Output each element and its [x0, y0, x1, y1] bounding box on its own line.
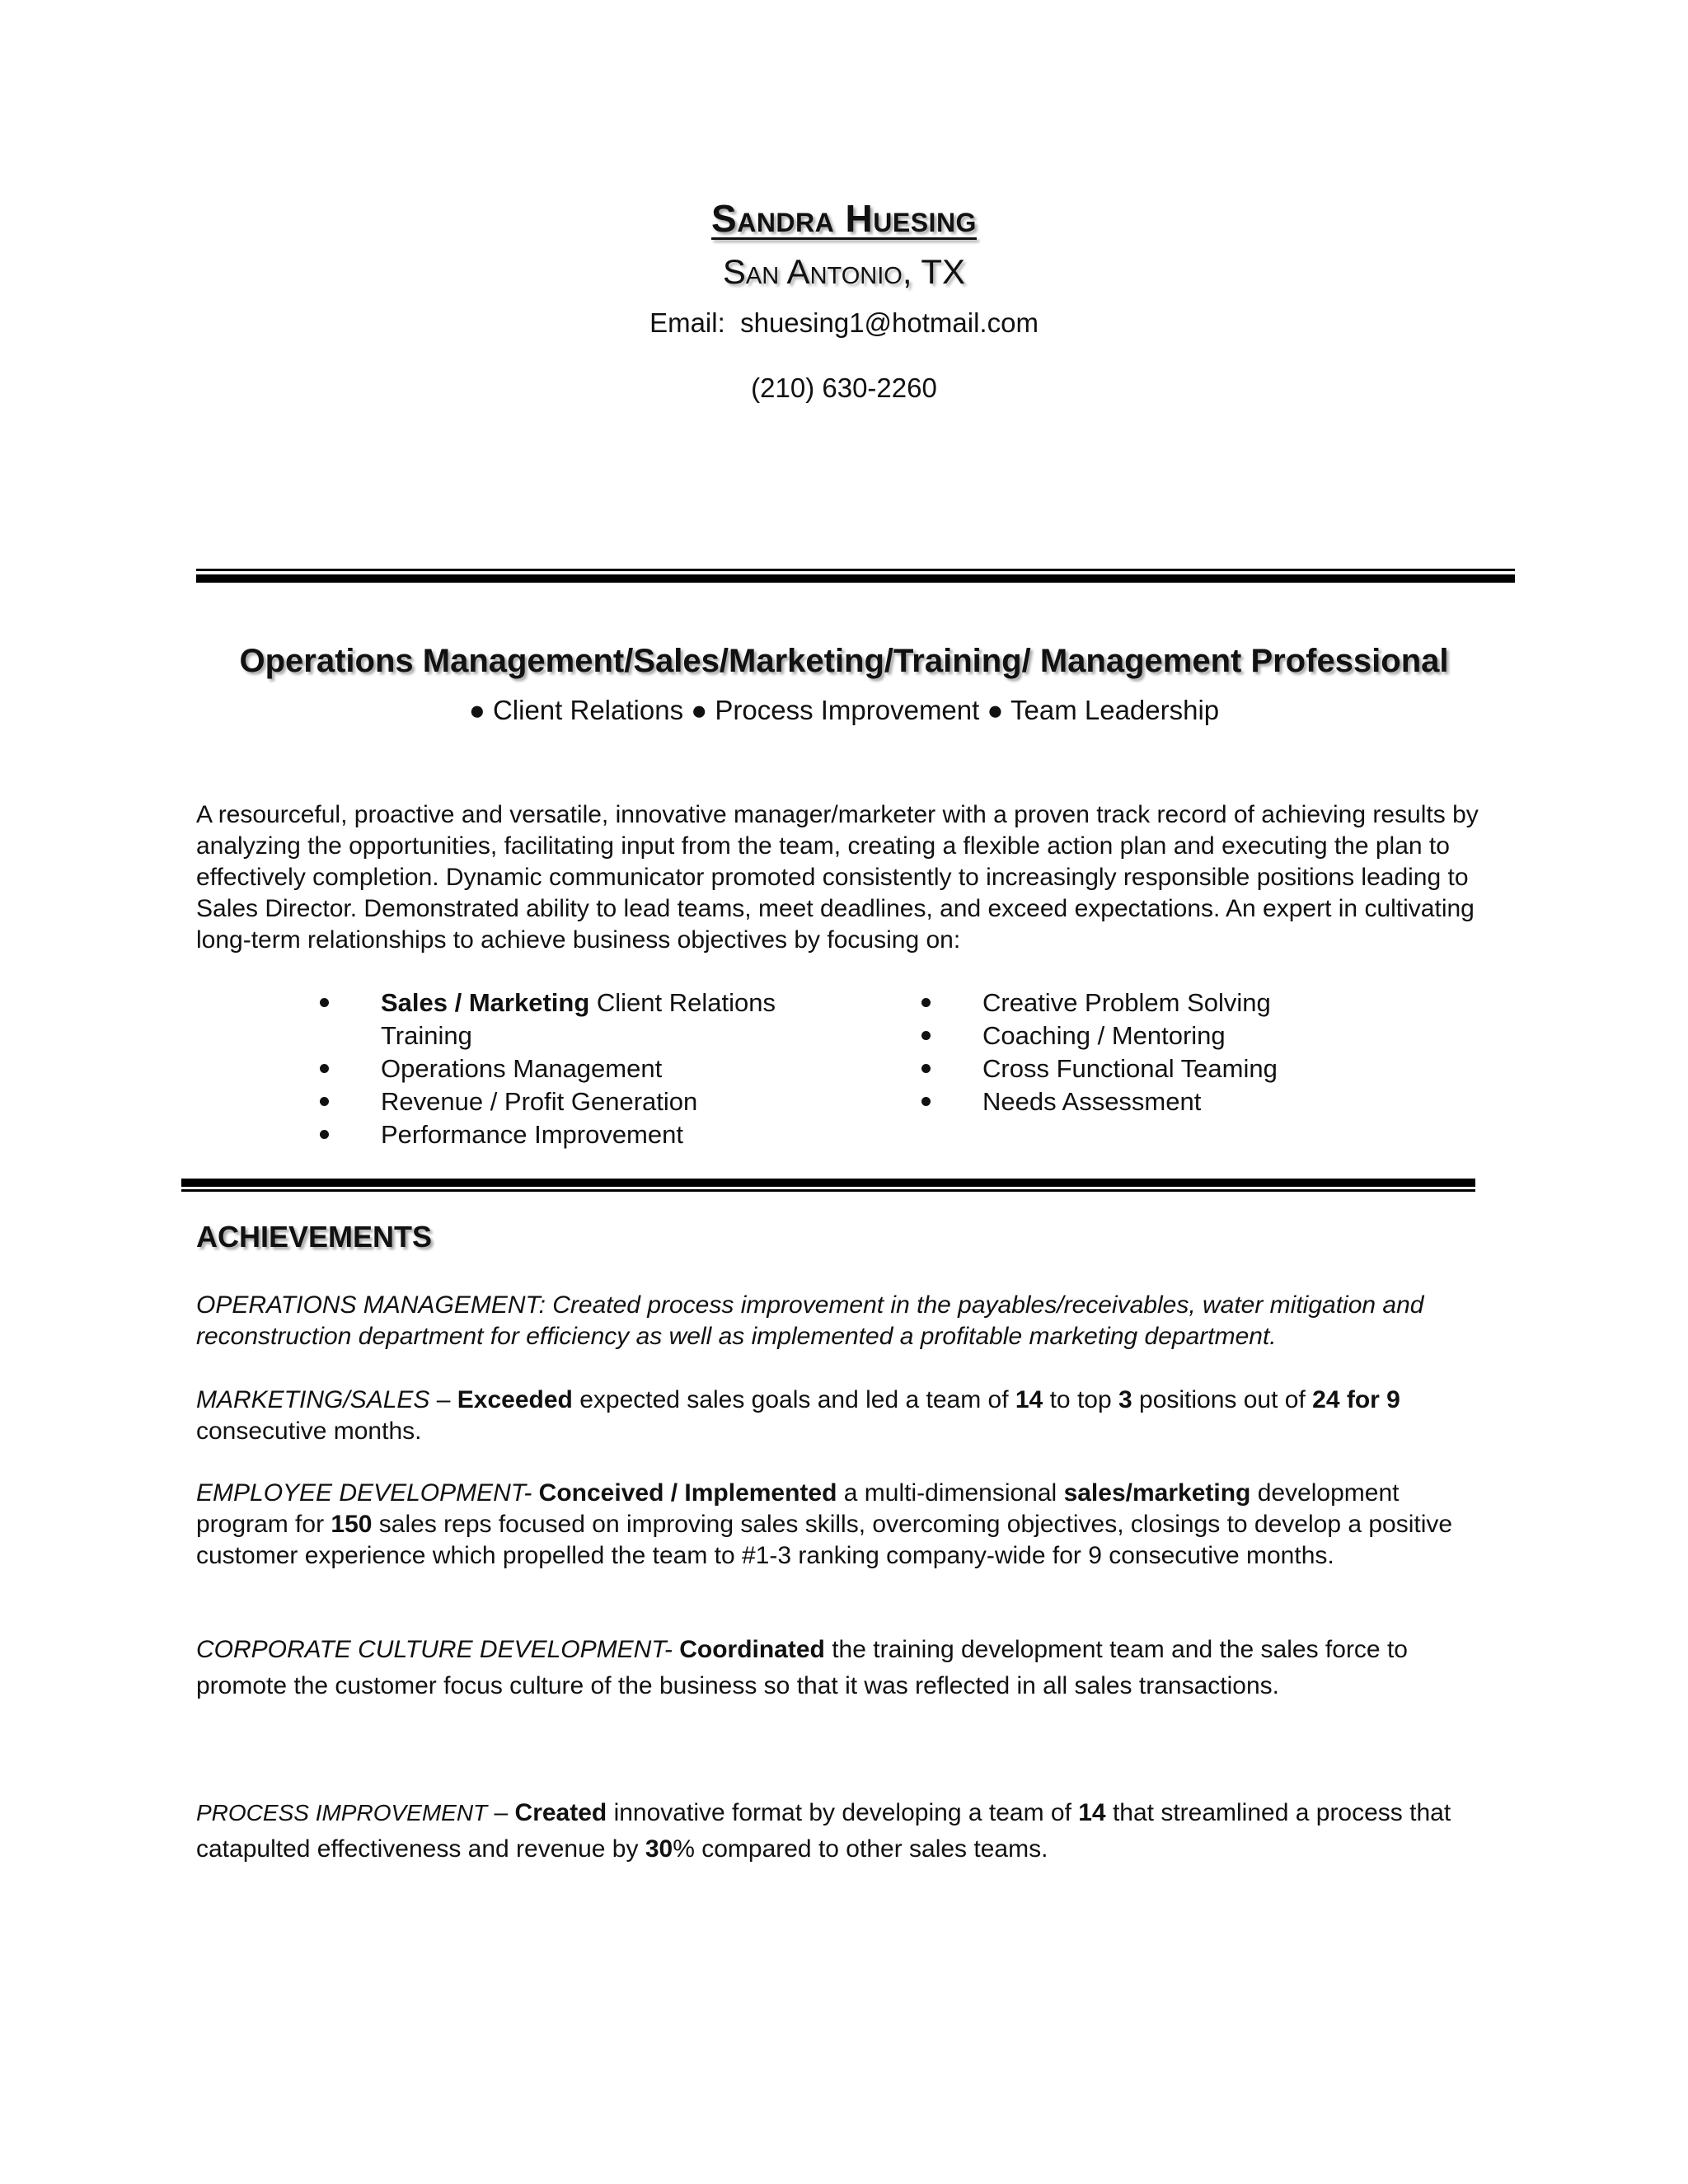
- email-address[interactable]: shuesing1@hotmail.com: [740, 307, 1039, 338]
- skills-list-right: [921, 987, 1449, 1118]
- skill-bold: Sales / Marketing: [381, 988, 590, 1017]
- bullet-dot: [921, 1031, 931, 1040]
- text: innovative format by developing a team of: [607, 1799, 1079, 1826]
- text: the training development team and the sales force to promote the customer focus culture of the business so that it was reflected in all sales transactions.: [196, 1636, 1408, 1699]
- profile-tag: Team Leadership: [1010, 695, 1220, 725]
- skill-text: Coaching / Mentoring: [982, 1021, 1226, 1050]
- skill-text: Revenue / Profit Generation: [381, 1087, 698, 1116]
- divider-thin-mid: [181, 1189, 1475, 1192]
- achievement-process-improvement: [196, 1795, 1490, 1868]
- text: positions out of: [1132, 1386, 1313, 1413]
- list-item: [921, 1019, 1449, 1052]
- skill-text: Performance Improvement: [381, 1120, 683, 1149]
- emphasis: 150: [331, 1511, 373, 1538]
- text: development program for: [196, 1479, 1400, 1538]
- profile-tag: Client Relations: [492, 695, 684, 725]
- achievement-label: MARKETING/SALES: [196, 1386, 430, 1413]
- emphasis: sales/marketing: [1063, 1479, 1251, 1507]
- text: to top: [1043, 1386, 1118, 1413]
- achievement-corporate-culture: [196, 1632, 1490, 1704]
- text: that streamlined a process that catapulted effectiveness and revenue by: [196, 1799, 1451, 1863]
- profile-headline: Operations Management/Sales/Marketing/Training/ Management Professional: [239, 643, 1449, 679]
- bullet-dot: [320, 1097, 329, 1106]
- emphasis: Exceeded: [457, 1386, 573, 1413]
- emphasis: Created: [514, 1799, 607, 1826]
- profile-tag: Process Improvement: [715, 695, 980, 725]
- bullet-dot: [921, 1064, 931, 1073]
- list-item: [320, 1052, 847, 1085]
- emphasis: 24 for 9: [1312, 1386, 1400, 1413]
- divider-thick-mid: [181, 1179, 1475, 1187]
- skill-text: Needs Assessment: [982, 1087, 1202, 1116]
- dash: –: [487, 1799, 515, 1826]
- profile-summary: A resourceful, proactive and versatile, innovative manager/marketer with a proven track record of achieving results by analyzing the opportunities, facilitating input from the team, creating a flexible action plan and executing the plan to effectively completion. Dynamic communicator promoted consistently to increasingly responsible positions leading to Sales Director. Demonstrated ability to lead teams, meet deadlines, and exceed expectations. An expert in cultivating long-term relationships to achieve business objectives by focusing on:: [196, 801, 1479, 954]
- bullet-dot: [921, 998, 931, 1007]
- bullet-dot: [320, 1064, 329, 1073]
- candidate-name: Sandra Huesing: [711, 197, 977, 240]
- email-line: [0, 307, 1688, 339]
- list-item: [921, 1085, 1449, 1118]
- candidate-location: San Antonio, TX: [722, 252, 966, 291]
- phone-number: (210) 630-2260: [751, 373, 937, 403]
- emphasis: 14: [1015, 1386, 1043, 1413]
- divider-thick-top: [196, 574, 1515, 583]
- bullet-glyph: ●: [987, 695, 1004, 725]
- emphasis: 14: [1078, 1799, 1106, 1826]
- achievement-label: CORPORATE CULTURE DEVELOPMENT-: [196, 1636, 673, 1663]
- skill-text: Operations Management: [381, 1054, 663, 1083]
- divider-thin-top: [196, 569, 1515, 571]
- skill-text: Cross Functional Teaming: [982, 1054, 1278, 1083]
- list-item: [320, 1085, 847, 1118]
- emphasis: Conceived / Implemented: [532, 1479, 837, 1507]
- bullet-dot: [320, 1130, 329, 1139]
- achievement-employee-development: [196, 1478, 1490, 1572]
- achievement-label: PROCESS IMPROVEMENT: [196, 1800, 488, 1825]
- text: consecutive months.: [196, 1418, 422, 1445]
- emphasis: 3: [1118, 1386, 1132, 1413]
- text: % compared to other sales teams.: [673, 1835, 1048, 1863]
- bullet-glyph: ●: [691, 695, 708, 725]
- dash: –: [429, 1386, 457, 1413]
- achievement-marketing: [196, 1385, 1490, 1447]
- list-item: [921, 1052, 1449, 1085]
- achievement-operations: OPERATIONS MANAGEMENT: Created process improvement in the payables/receivables, water mitigation and reconstruction department for efficiency as well as implemented a profitable marketing department.: [196, 1291, 1424, 1350]
- bullet-glyph: ●: [468, 695, 485, 725]
- text: sales reps focused on improving sales skills, overcoming objectives, closings to develop a positive customer experience which propelled the team to #1-3 ranking company-wide for 9 consecutive months.: [196, 1511, 1453, 1569]
- email-label: Email:: [649, 307, 725, 338]
- emphasis: Coordinated: [672, 1636, 825, 1663]
- bullet-dot: [921, 1097, 931, 1106]
- achievement-label: EMPLOYEE DEVELOPMENT-: [196, 1479, 532, 1507]
- list-item: [921, 987, 1449, 1019]
- bullet-dot: [320, 998, 329, 1007]
- list-item: [320, 987, 847, 1052]
- profile-tags: [0, 695, 1688, 726]
- skill-text: Client Relations Training: [381, 988, 776, 1050]
- skills-list-left: [320, 987, 847, 1151]
- skill-text: Creative Problem Solving: [982, 988, 1271, 1017]
- text: a multi-dimensional: [837, 1479, 1064, 1507]
- achievements-heading: ACHIEVEMENTS: [196, 1220, 433, 1254]
- text: expected sales goals and led a team of: [572, 1386, 1015, 1413]
- emphasis: 30: [645, 1835, 673, 1863]
- list-item: [320, 1118, 847, 1151]
